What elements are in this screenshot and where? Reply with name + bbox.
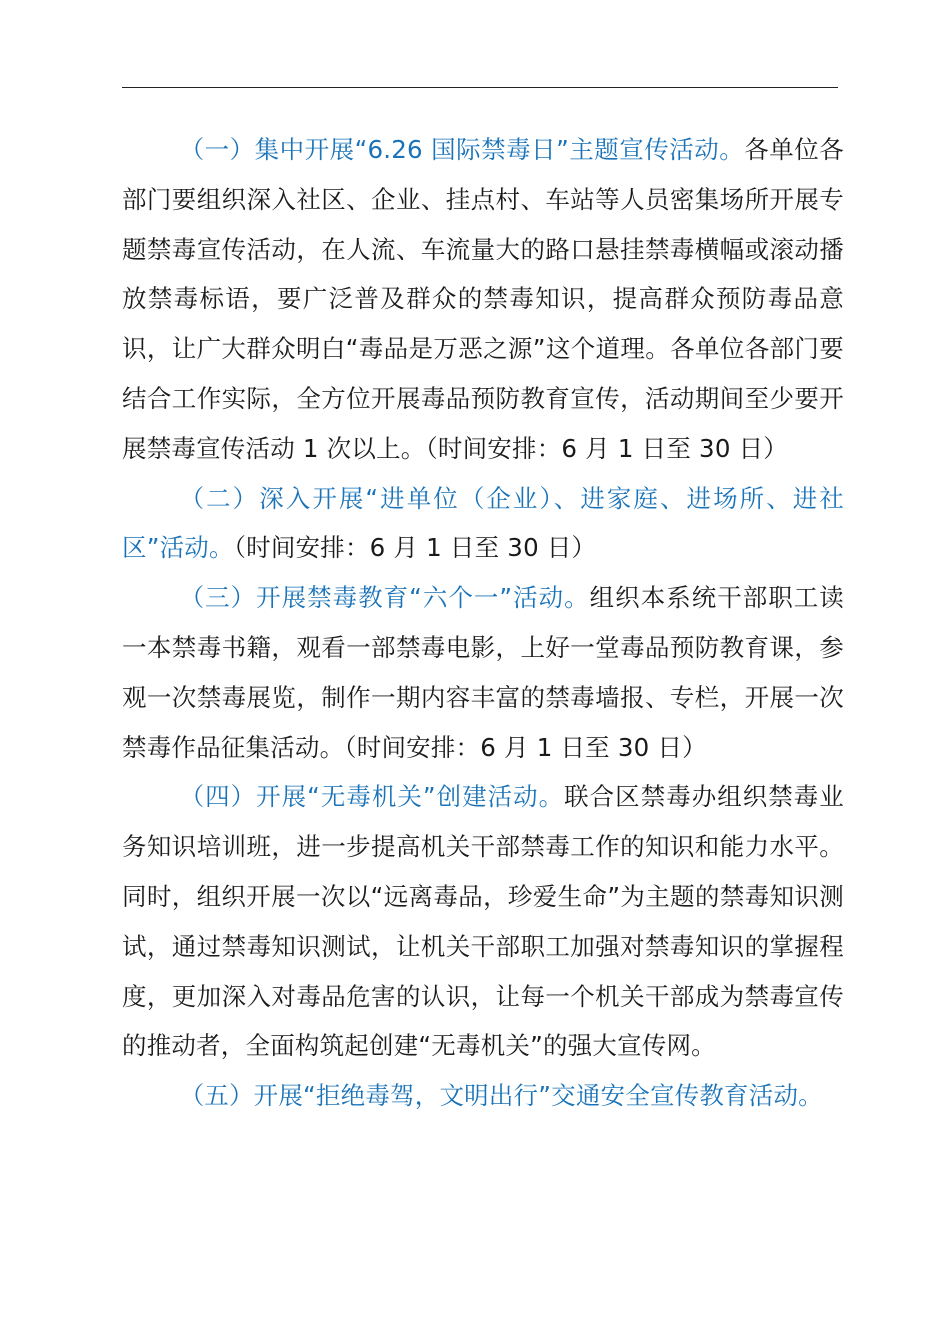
paragraph-4 bbox=[122, 772, 844, 1071]
header-rule bbox=[122, 87, 838, 88]
paragraph-4-body: 联合区禁毒办组织禁毒业务知识培训班，进一步提高机关干部禁毒工作的知识和能力水平。同时，组织开展一次以“远离毒品，珍爱生命”为主题的禁毒知识测试，通过禁毒知识测试，让机关干部职工加强对禁毒知识的掌握程度，更加深入对毒品危害的认识，让每一个机关干部成为禁毒宣传的推动者，全面构筑起创建“无毒机关”的强大宣传网。 bbox=[122, 782, 844, 1061]
paragraph-1-body: 各单位各部门要组织深入社区、企业、挂点村、车站等人员密集场所开展专题禁毒宣传活动，在人流、车流量大的路口悬挂禁毒横幅或滚动播放禁毒标语，要广泛普及群众的禁毒知识，提高群众预防毒品意识，让广大群众明白“毒品是万恶之源”这个道理。各单位各部门要结合工作实际，全方位开展毒品预防教育宣传，活动期间至少要开展禁毒宣传活动 1 次以上。（时间安排：6 月 1 日至 30 日） bbox=[122, 135, 844, 463]
paragraph-2-heading: （二）深入开展“进单位（企业）、进家庭、进场所、进社区”活动。 bbox=[122, 483, 844, 563]
paragraph-3-heading: （三）开展禁毒教育“六个一”活动。 bbox=[179, 583, 590, 613]
paragraph-4-heading: （四）开展“无毒机关”创建活动。 bbox=[179, 782, 565, 812]
paragraph-1-heading: （一）集中开展“6.26 国际禁毒日”主题宣传活动。 bbox=[179, 135, 745, 164]
paragraph-2-body: （时间安排：6 月 1 日至 30 日） bbox=[233, 533, 597, 563]
document-body bbox=[122, 125, 844, 1121]
paragraph-5-heading: （五）开展“拒绝毒驾，文明出行”交通安全宣传教育活动。 bbox=[179, 1081, 823, 1111]
paragraph-3-body: 组织本系统干部职工读一本禁毒书籍，观看一部禁毒电影，上好一堂毒品预防教育课，参观一次禁毒展览，制作一期内容丰富的禁毒墙报、专栏，开展一次禁毒作品征集活动。（时间安排：6 月 1 日至 30 日） bbox=[122, 583, 844, 762]
paragraph-5 bbox=[122, 1071, 844, 1121]
paragraph-1 bbox=[122, 125, 844, 474]
paragraph-2 bbox=[122, 474, 844, 574]
paragraph-3 bbox=[122, 573, 844, 772]
